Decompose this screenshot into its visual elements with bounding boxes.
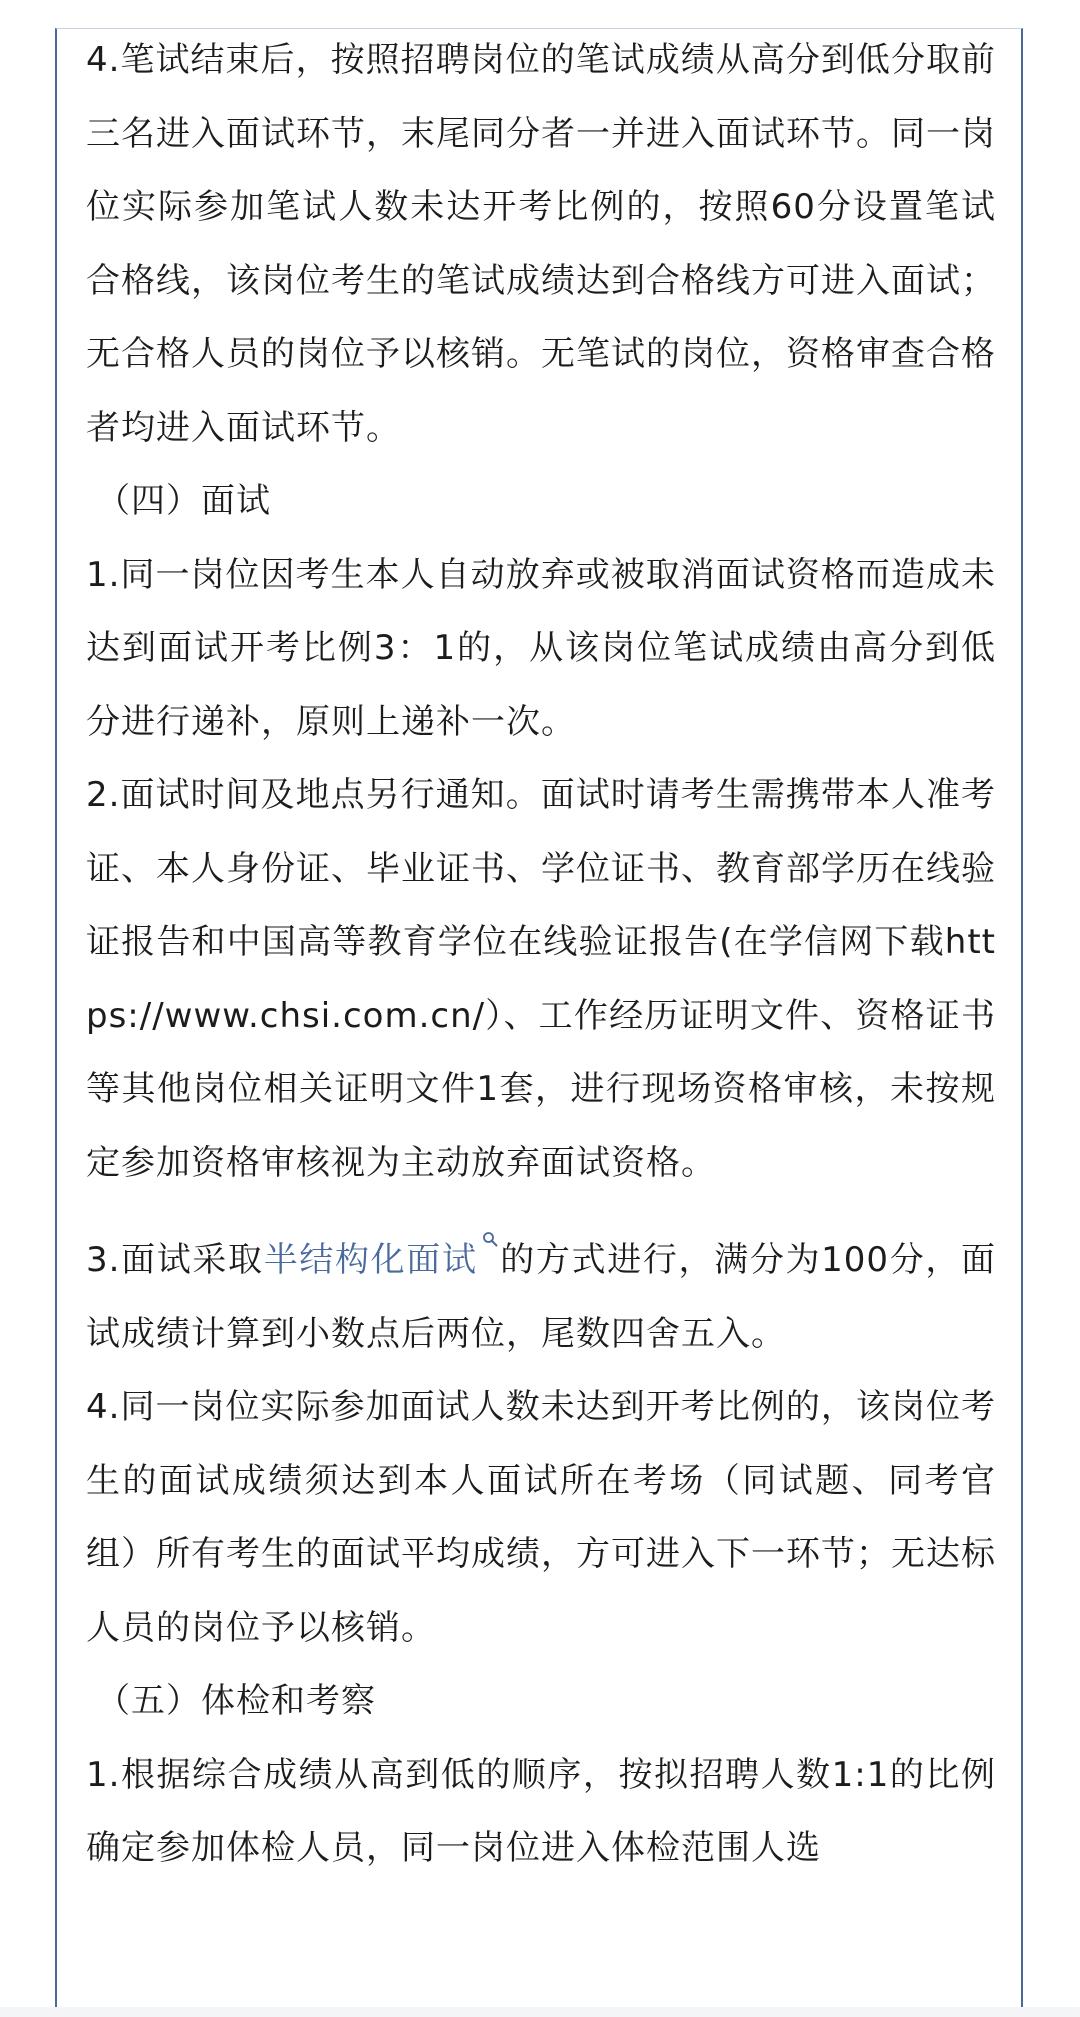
keyword-link-semi-structured-interview[interactable]: 半结构化面试 <box>263 1240 478 1280</box>
paragraph-interview-1: 1.同一岗位因考生本人自动放弃或被取消面试资格而造成未达到面试开考比例3：1的，从该岗位笔试成绩由高分到低分进行递补，原则上递补一次。 <box>86 554 996 742</box>
paragraph-interview-2: 2.面试时间及地点另行通知。面试时请考生需携带本人准考证、本人身份证、毕业证书、学位证书、教育部学历在线验证报告和中国高等教育学位在线验证报告(在学信网下载https://www.chsi.com.cn/）、工作经历证明文件、资格证书等其他岗位相关证明文件1套，进行现场资格审核，未按规定参加资格审核视为主动放弃面试资格。 <box>86 775 996 1183</box>
paragraph-written-exam-4: 4.笔试结束后，按照招聘岗位的笔试成绩从高分到低分取前三名进入面试环节，末尾同分者一并进入面试环节。同一岗位实际参加笔试人数未达开考比例的，按照60分设置笔试合格线，该岗位考生的笔试成绩达到合格线方可进入面试；无合格人员的岗位予以核销。无笔试的岗位，资格审查合格者均进入面试环节。 <box>86 40 996 448</box>
search-icon[interactable] <box>482 1200 498 1216</box>
paragraph-interview-3-suffix: 的方式进行，满分为100分，面试成绩计算到小数点后两位，尾数四舍五入。 <box>86 1240 996 1354</box>
paragraph-interview-3 <box>86 1200 996 1371</box>
paragraph-interview-4: 4.同一岗位实际参加面试人数未达到开考比例的，该岗位考生的面试成绩须达到本人面试所在考场（同试题、同考官组）所有考生的面试平均成绩，方可进入下一环节；无达标人员的岗位予以核销。 <box>86 1387 996 1648</box>
document-body <box>86 24 996 1886</box>
section-heading-interview: （四）面试 <box>96 481 271 521</box>
bottom-divider <box>0 2007 1080 2017</box>
paragraph-interview-3-prefix: 3.面试采取 <box>86 1240 264 1280</box>
section-heading-physical-exam: （五）体检和考察 <box>96 1681 376 1721</box>
paragraph-physical-exam-1: 1.根据综合成绩从高到低的顺序，按拟招聘人数1:1的比例确定参加体检人员，同一岗位进入体检范围人选 <box>86 1754 996 1868</box>
